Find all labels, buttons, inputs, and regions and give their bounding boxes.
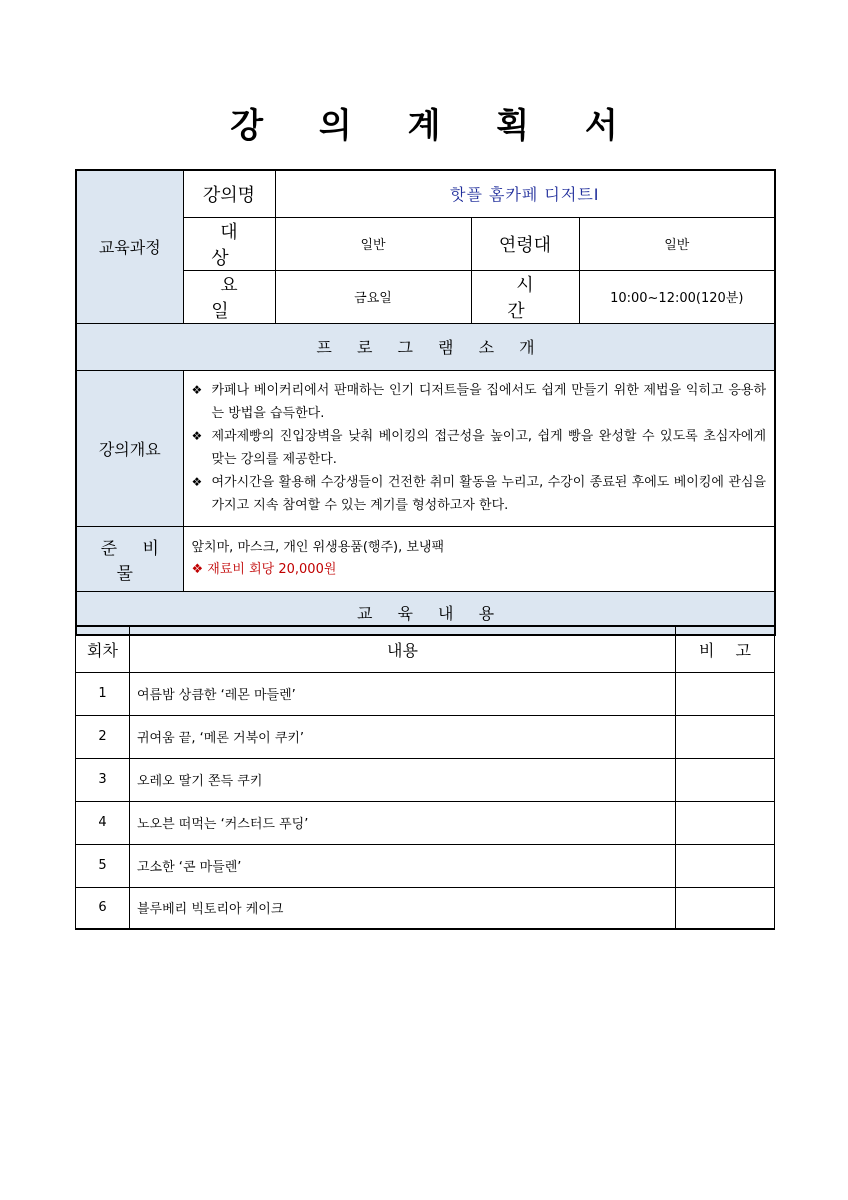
bullet-icon: ❖	[191, 561, 204, 577]
table-row	[76, 672, 775, 715]
preparation-content	[183, 526, 775, 591]
material-fee: ❖ 재료비 회당 20,000원	[191, 561, 337, 577]
day-value: 금요일	[275, 270, 471, 323]
session-note	[676, 758, 775, 801]
session-content: 여름밤 상큼한 ‘레몬 마들렌’	[130, 672, 676, 715]
table-row	[76, 844, 775, 887]
schedule-table	[75, 625, 775, 930]
overview-item: ❖ 카페나 베이커리에서 판매하는 인기 디저트들을 집에서도 쉽게 만들기 위한 제법을 익히고 응용하는 방법을 습득한다.	[192, 379, 767, 425]
table-row	[76, 758, 775, 801]
bullet-icon: ❖	[191, 429, 203, 443]
session-note	[676, 801, 775, 844]
session-note	[676, 844, 775, 887]
session-content: 블루베리 빅토리아 케이크	[130, 887, 676, 929]
bullet-icon: ❖	[191, 475, 203, 489]
session-header: 회차	[76, 626, 130, 672]
overview-content	[183, 370, 775, 526]
page-title: 강 의 계 획 서	[230, 106, 640, 146]
session-content: 귀여움 끝, ‘메론 거북이 쿠키’	[130, 715, 676, 758]
overview-item: ❖ 여가시간을 활용해 수강생들이 건전한 취미 활동을 누리고, 수강이 종료된 후에도 베이킹에 관심을 가지고 지속 참여할 수 있는 계기를 형성하고자 한다.	[192, 471, 767, 517]
session-note	[676, 715, 775, 758]
session-note	[676, 672, 775, 715]
education-content-header: 교 육 내 용	[76, 591, 775, 635]
program-intro-header: 프 로 그 램 소 개	[76, 323, 775, 370]
age-label: 연령대	[471, 217, 579, 270]
table-row	[76, 715, 775, 758]
time-value: 10:00~12:00(120분)	[579, 270, 775, 323]
session-number: 6	[76, 887, 130, 929]
content-header: 내용	[130, 626, 676, 672]
bullet-icon: ❖	[191, 383, 203, 397]
schedule-header-row	[76, 626, 775, 672]
course-label: 교육과정	[76, 170, 183, 323]
overview-label: 강의개요	[76, 370, 183, 526]
session-content: 오레오 딸기 쫀득 쿠키	[130, 758, 676, 801]
time-label: 시 간	[471, 270, 579, 323]
lecture-name: 핫플 홈카페 디저트Ⅰ	[275, 170, 775, 217]
session-number: 4	[76, 801, 130, 844]
age-value: 일반	[579, 217, 775, 270]
preparation-items: 앞치마, 마스크, 개인 위생용품(행주), 보냉팩	[191, 539, 445, 555]
lecture-info-table	[75, 169, 776, 636]
note-header: 비 고	[676, 626, 775, 672]
day-label: 요 일	[183, 270, 275, 323]
preparation-label: 준 비 물	[76, 526, 183, 591]
target-value: 일반	[275, 217, 471, 270]
session-content: 노오븐 떠먹는 ‘커스터드 푸딩’	[130, 801, 676, 844]
session-number: 2	[76, 715, 130, 758]
table-row	[76, 801, 775, 844]
session-number: 3	[76, 758, 130, 801]
overview-item: ❖ 제과제빵의 진입장벽을 낮춰 베이킹의 접근성을 높이고, 쉽게 빵을 완성할 수 있도록 초심자에게 맞는 강의를 제공한다.	[192, 425, 767, 471]
lecture-name-label: 강의명	[183, 170, 275, 217]
table-row	[76, 887, 775, 929]
session-number: 5	[76, 844, 130, 887]
session-content: 고소한 ‘콘 마들렌’	[130, 844, 676, 887]
session-number: 1	[76, 672, 130, 715]
session-note	[676, 887, 775, 929]
target-label: 대 상	[183, 217, 275, 270]
